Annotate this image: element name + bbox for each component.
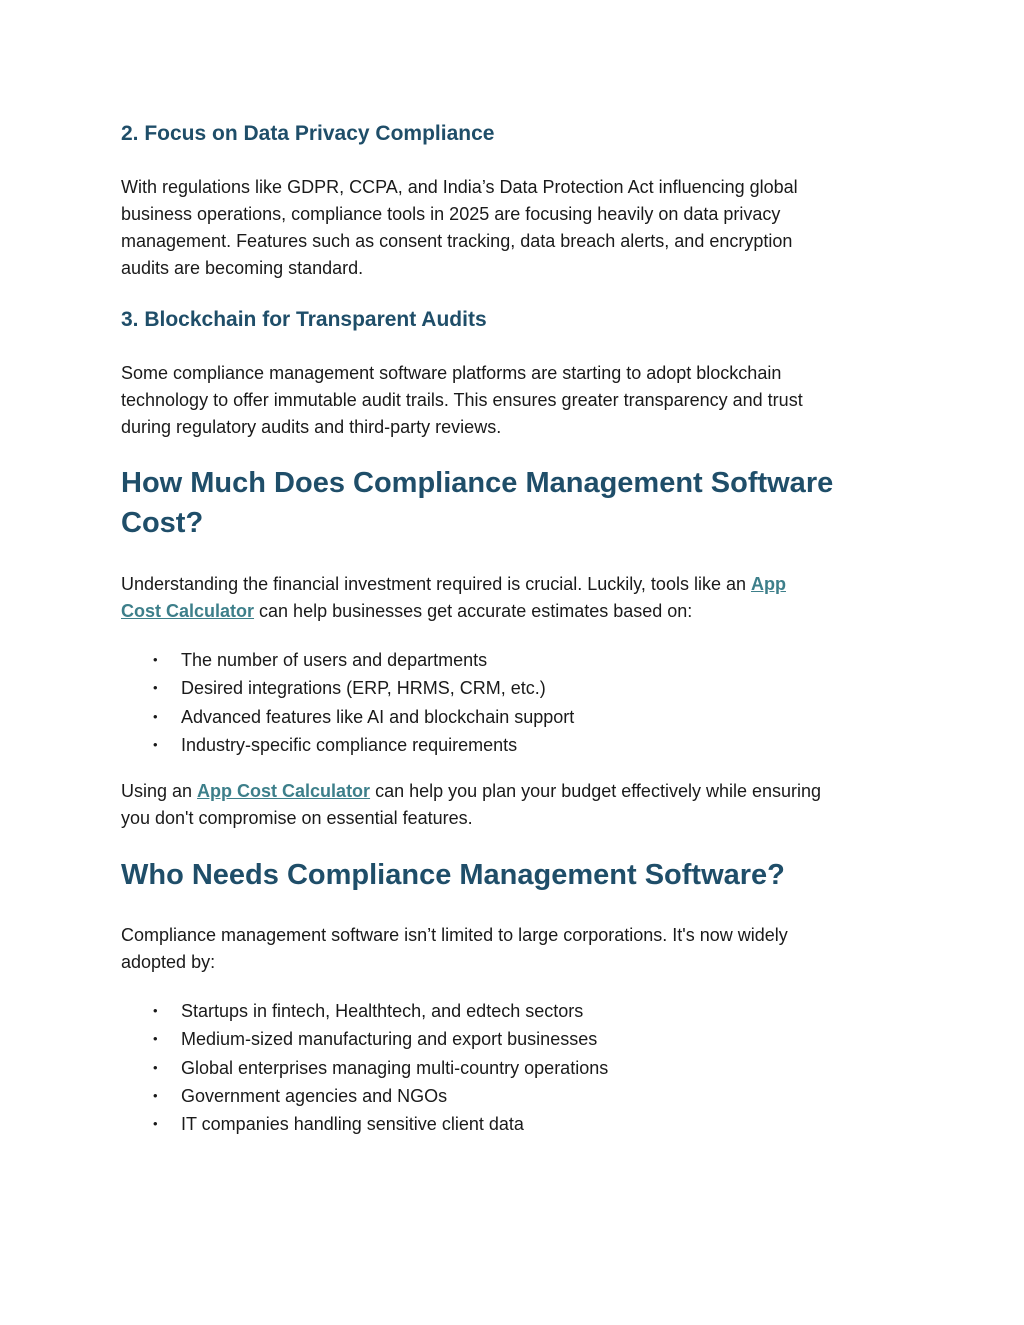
paragraph-who-intro (121, 922, 911, 976)
adopters-list (121, 997, 608, 1138)
cost-factors-list (121, 646, 574, 759)
text-line: management. Features such as consent tracking, data breach alerts, and encryption (121, 231, 793, 251)
list-item: • The number of users and departments (121, 646, 574, 674)
text-line: Using an App Cost Calculator can help you plan your budget effectively while ensuring (121, 781, 822, 801)
paragraph-cost-outro (121, 778, 911, 832)
heading-cost-line1: How Much Does Compliance Management Software (121, 467, 834, 499)
list-item: • Government agencies and NGOs (121, 1082, 608, 1110)
bullet-icon: • (153, 708, 158, 724)
list-item: • Desired integrations (ERP, HRMS, CRM, etc.) (121, 674, 574, 702)
bullet-icon: • (153, 652, 158, 667)
text-line: Compliance management software isn’t limited to large corporations. It's now widely (121, 925, 788, 945)
text-line (121, 598, 911, 625)
bullet-icon: • (153, 1059, 158, 1075)
heading-data-privacy: 2. Focus on Data Privacy Compliance (121, 122, 495, 145)
paragraph-cost-intro (121, 571, 911, 625)
app-cost-calculator-link[interactable]: App (750, 574, 786, 594)
list-item: • Industry-specific compliance requirements (121, 731, 574, 759)
heading-who-needs: Who Needs Compliance Management Software? (121, 859, 785, 891)
text-line: during regulatory audits and third-party reviews. (121, 417, 502, 437)
text-segment: can help businesses get accurate estimates based on: (254, 601, 693, 621)
heading-cost-line2: Cost? (121, 507, 204, 539)
list-item: • Startups in fintech, Healthtech, and edtech sectors (121, 997, 608, 1025)
text-line: adopted by: (121, 952, 216, 972)
heading-blockchain: 3. Blockchain for Transparent Audits (121, 308, 487, 331)
text-line: technology to offer immutable audit trails. This ensures greater transparency and trust (121, 390, 803, 410)
paragraph-data-privacy (121, 174, 911, 282)
text-line: business operations, compliance tools in 2025 are focusing heavily on data privacy (121, 204, 781, 224)
text-line (121, 571, 911, 598)
bullet-icon: • (153, 1003, 158, 1018)
text-segment: Understanding the financial investment required is crucial. Luckily, tools like an (121, 574, 751, 594)
bullet-icon: • (153, 736, 158, 752)
bullet-icon: • (153, 680, 158, 696)
list-item: • Advanced features like AI and blockchain support (121, 703, 574, 731)
paragraph-blockchain (121, 360, 911, 441)
bullet-icon: • (153, 1116, 158, 1132)
list-item: • IT companies handling sensitive client data (121, 1110, 608, 1138)
heading-cost (121, 463, 911, 543)
text-line: you don't compromise on essential features. (121, 808, 473, 828)
bullet-icon: • (153, 1087, 158, 1103)
text-line: Some compliance management software platforms are starting to adopt blockchain (121, 363, 782, 383)
app-cost-calculator-link-2[interactable]: App Cost Calculator (197, 781, 371, 801)
bullet-icon: • (153, 1031, 158, 1047)
text-line: audits are becoming standard. (121, 258, 364, 278)
list-item: • Global enterprises managing multi-country operations (121, 1054, 608, 1082)
list-item: • Medium-sized manufacturing and export businesses (121, 1025, 608, 1053)
app-cost-calculator-link-cont[interactable]: Cost Calculator (121, 601, 255, 621)
text-line: With regulations like GDPR, CCPA, and India’s Data Protection Act influencing global (121, 177, 798, 197)
